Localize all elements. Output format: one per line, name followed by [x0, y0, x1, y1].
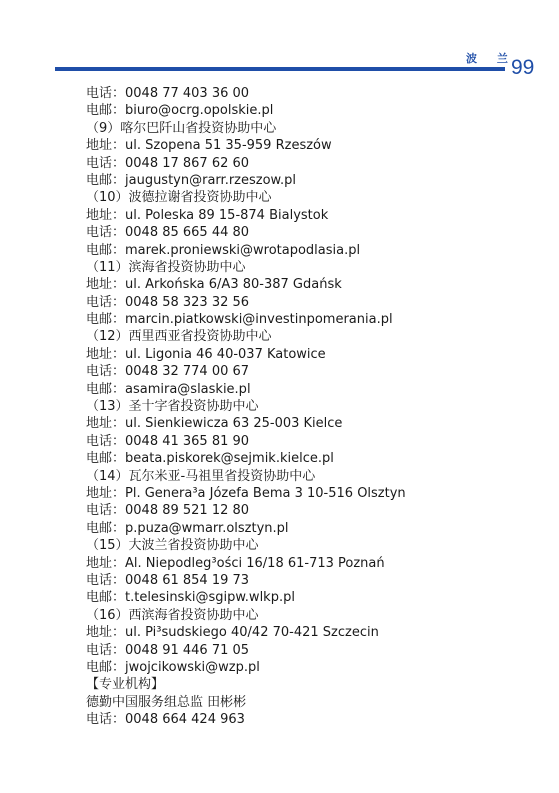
phone-line: 电话：0048 58 323 32 56: [86, 294, 250, 310]
phone-line: 电话：0048 77 403 36 00: [86, 86, 250, 101]
phone-line: 电话：0048 17 867 62 60: [86, 155, 250, 171]
email-line: 电邮：beata.piskorek@sejmik.kielce.pl: [86, 451, 334, 467]
center-heading: （12）西里西亚省投资协助中心: [86, 329, 272, 345]
phone-line: 电话：0048 61 854 19 73: [86, 572, 250, 588]
email-line: 电邮：t.telesinski@sgipw.wlkp.pl: [86, 590, 295, 606]
phone-line: 电话：0048 32 774 00 67: [86, 364, 250, 380]
address-line: 地址：Al. Niepodleg³ości 16/18 61-713 Poznań: [86, 555, 385, 571]
address-line: 地址：ul. Sienkiewicza 63 25-003 Kielce: [86, 416, 343, 432]
center-heading: （11）滨海省投资协助中心: [86, 259, 246, 275]
address-line: 地址：ul. Arkońska 6/A3 80-387 Gdańsk: [86, 277, 342, 293]
center-heading: （13）圣十字省投资协助中心: [86, 399, 259, 415]
phone-line: 电话：0048 89 521 12 80: [86, 503, 250, 519]
running-header-title: 波 兰: [466, 52, 516, 65]
address-line: 地址：ul. Ligonia 46 40-037 Katowice: [86, 346, 326, 362]
address-line: 地址：ul. Poleska 89 15-874 Bialystok: [86, 207, 329, 223]
contact-list: [86, 85, 406, 728]
email-line: 电邮：asamira@slaskie.pl: [86, 381, 251, 397]
center-heading: （14）瓦尔米亚-马祖里省投资协助中心: [86, 468, 316, 484]
page-number: 99: [511, 56, 535, 79]
phone-line: 电话：0048 41 365 81 90: [86, 433, 250, 449]
header-rule: [55, 67, 505, 71]
center-heading: （16）西滨海省投资协助中心: [86, 607, 259, 623]
email-line: 电邮：marek.proniewski@wrotapodlasia.pl: [86, 242, 361, 258]
center-heading: （15）大波兰省投资协助中心: [86, 538, 259, 554]
address-line: 地址：ul. Pi³sudskiego 40/42 70-421 Szczecin: [86, 625, 379, 641]
phone-line: 电话：0048 85 665 44 80: [86, 225, 250, 241]
address-line: 地址：ul. Szopena 51 35-959 Rzeszów: [86, 138, 332, 154]
contact-person-line: 德勤中国服务组总监 田彬彬: [86, 694, 247, 710]
email-line: 电邮：biuro@ocrg.opolskie.pl: [86, 103, 274, 119]
address-line: 地址：Pl. Genera³a Józefa Bema 3 10-516 Olsztyn: [86, 485, 406, 501]
phone-line: 电话：0048 664 424 963: [86, 712, 245, 728]
email-line: 电邮：jaugustyn@rarr.rzeszow.pl: [86, 172, 296, 188]
phone-line: 电话：0048 91 446 71 05: [86, 642, 250, 658]
email-line: 电邮：p.puza@wmarr.olsztyn.pl: [86, 520, 289, 536]
email-line: 电邮：marcin.piatkowski@investinpomerania.pl: [86, 312, 393, 328]
section-heading: 【专业机构】: [86, 677, 165, 693]
email-line: 电邮：jwojcikowski@wzp.pl: [86, 659, 260, 675]
center-heading: （10）波德拉谢省投资协助中心: [86, 190, 272, 206]
center-heading: （9）喀尔巴阡山省投资协助中心: [86, 120, 277, 136]
